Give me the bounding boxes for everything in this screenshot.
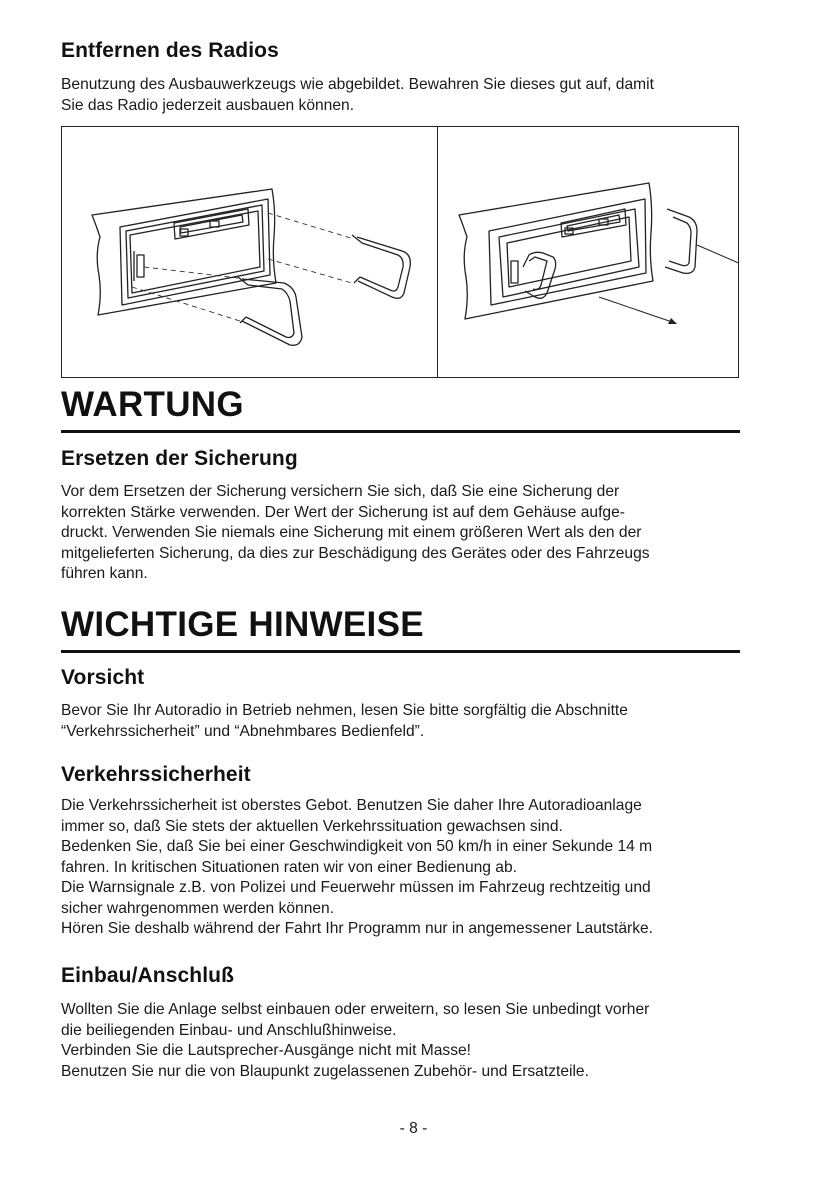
text-line: korrekten Stärke verwenden. Der Wert der Sicherung ist auf dem Gehäuse aufge- (61, 503, 625, 521)
text-line: sicher wahrgenommen werden können. (61, 899, 335, 917)
title-underline (61, 430, 740, 433)
text-line: fahren. In kritischen Situationen raten wir von einer Bedienung ab. (61, 858, 517, 876)
text-line: Sie das Radio jederzeit ausbauen können. (61, 96, 355, 114)
text-line: Hören Sie deshalb während der Fahrt Ihr Programm nur in angemessener Lautstärke. (61, 920, 653, 937)
text-line: Benutzung des Ausbauwerkzeugs wie abgebildet. Bewahren Sie dieses gut auf, damit (61, 76, 654, 93)
important-notes-title: WICHTIGE HINWEISE (61, 605, 424, 644)
title-underline (61, 650, 740, 653)
text-line: führen kann. (61, 565, 148, 582)
text-line: mitgelieferten Sicherung, da dies zur Beschädigung des Gerätes oder des Fahrzeugs (61, 544, 650, 562)
text-line: Bevor Sie Ihr Autoradio in Betrieb nehmen, lesen Sie bitte sorgfältig die Abschnitte (61, 702, 628, 719)
text-line: Bedenken Sie, daß Sie bei einer Geschwindigkeit von 50 km/h in einer Sekunde 14 m (61, 838, 653, 855)
text-line: Die Verkehrssicherheit ist oberstes Gebot. Benutzen Sie daher Ihre Autoradioanlage (61, 797, 642, 814)
removal-text (61, 75, 751, 116)
text-line: Wollten Sie die Anlage selbst einbauen oder erweitern, so lesen Sie unbedingt vorher (61, 1001, 650, 1018)
pull-out-radio-drawing (439, 127, 739, 377)
insert-tools-drawing (62, 127, 437, 377)
installation-heading: Einbau/Anschluß (61, 964, 235, 987)
installation-text (61, 1000, 751, 1082)
removal-heading: Entfernen des Radios (61, 39, 279, 62)
text-line: “Verkehrssicherheit” und “Abnehmbares Bedienfeld”. (61, 722, 425, 740)
traffic-safety-text (61, 796, 751, 940)
traffic-safety-heading: Verkehrssicherheit (61, 763, 251, 786)
text-line: Benutzen Sie nur die von Blaupunkt zugelassenen Zubehör- und Ersatzteile. (61, 1062, 589, 1080)
page-number: - 8 - (399, 1120, 428, 1137)
text-line: Vor dem Ersetzen der Sicherung versichern Sie sich, daß Sie eine Sicherung der (61, 483, 620, 500)
text-line: Die Warnsignale z.B. von Polizei und Feuerwehr müssen im Fahrzeug rechtzeitig und (61, 879, 651, 896)
text-line: immer so, daß Sie stets der aktuellen Verkehrssituation gewachsen sind. (61, 817, 563, 835)
maintenance-title: WARTUNG (61, 385, 244, 424)
text-line: Verbinden Sie die Lautsprecher-Ausgänge nicht mit Masse! (61, 1042, 472, 1059)
caution-text (61, 701, 751, 742)
text-line: die beiliegenden Einbau- und Anschlußhinweise. (61, 1021, 397, 1039)
fuse-text (61, 482, 751, 585)
fuse-heading: Ersetzen der Sicherung (61, 447, 298, 470)
caution-heading: Vorsicht (61, 666, 145, 689)
text-line: druckt. Verwenden Sie niemals eine Sicherung mit einem größeren Wert als den der (61, 524, 642, 541)
radio-removal-illustration (61, 126, 739, 378)
figure-divider (437, 127, 438, 377)
